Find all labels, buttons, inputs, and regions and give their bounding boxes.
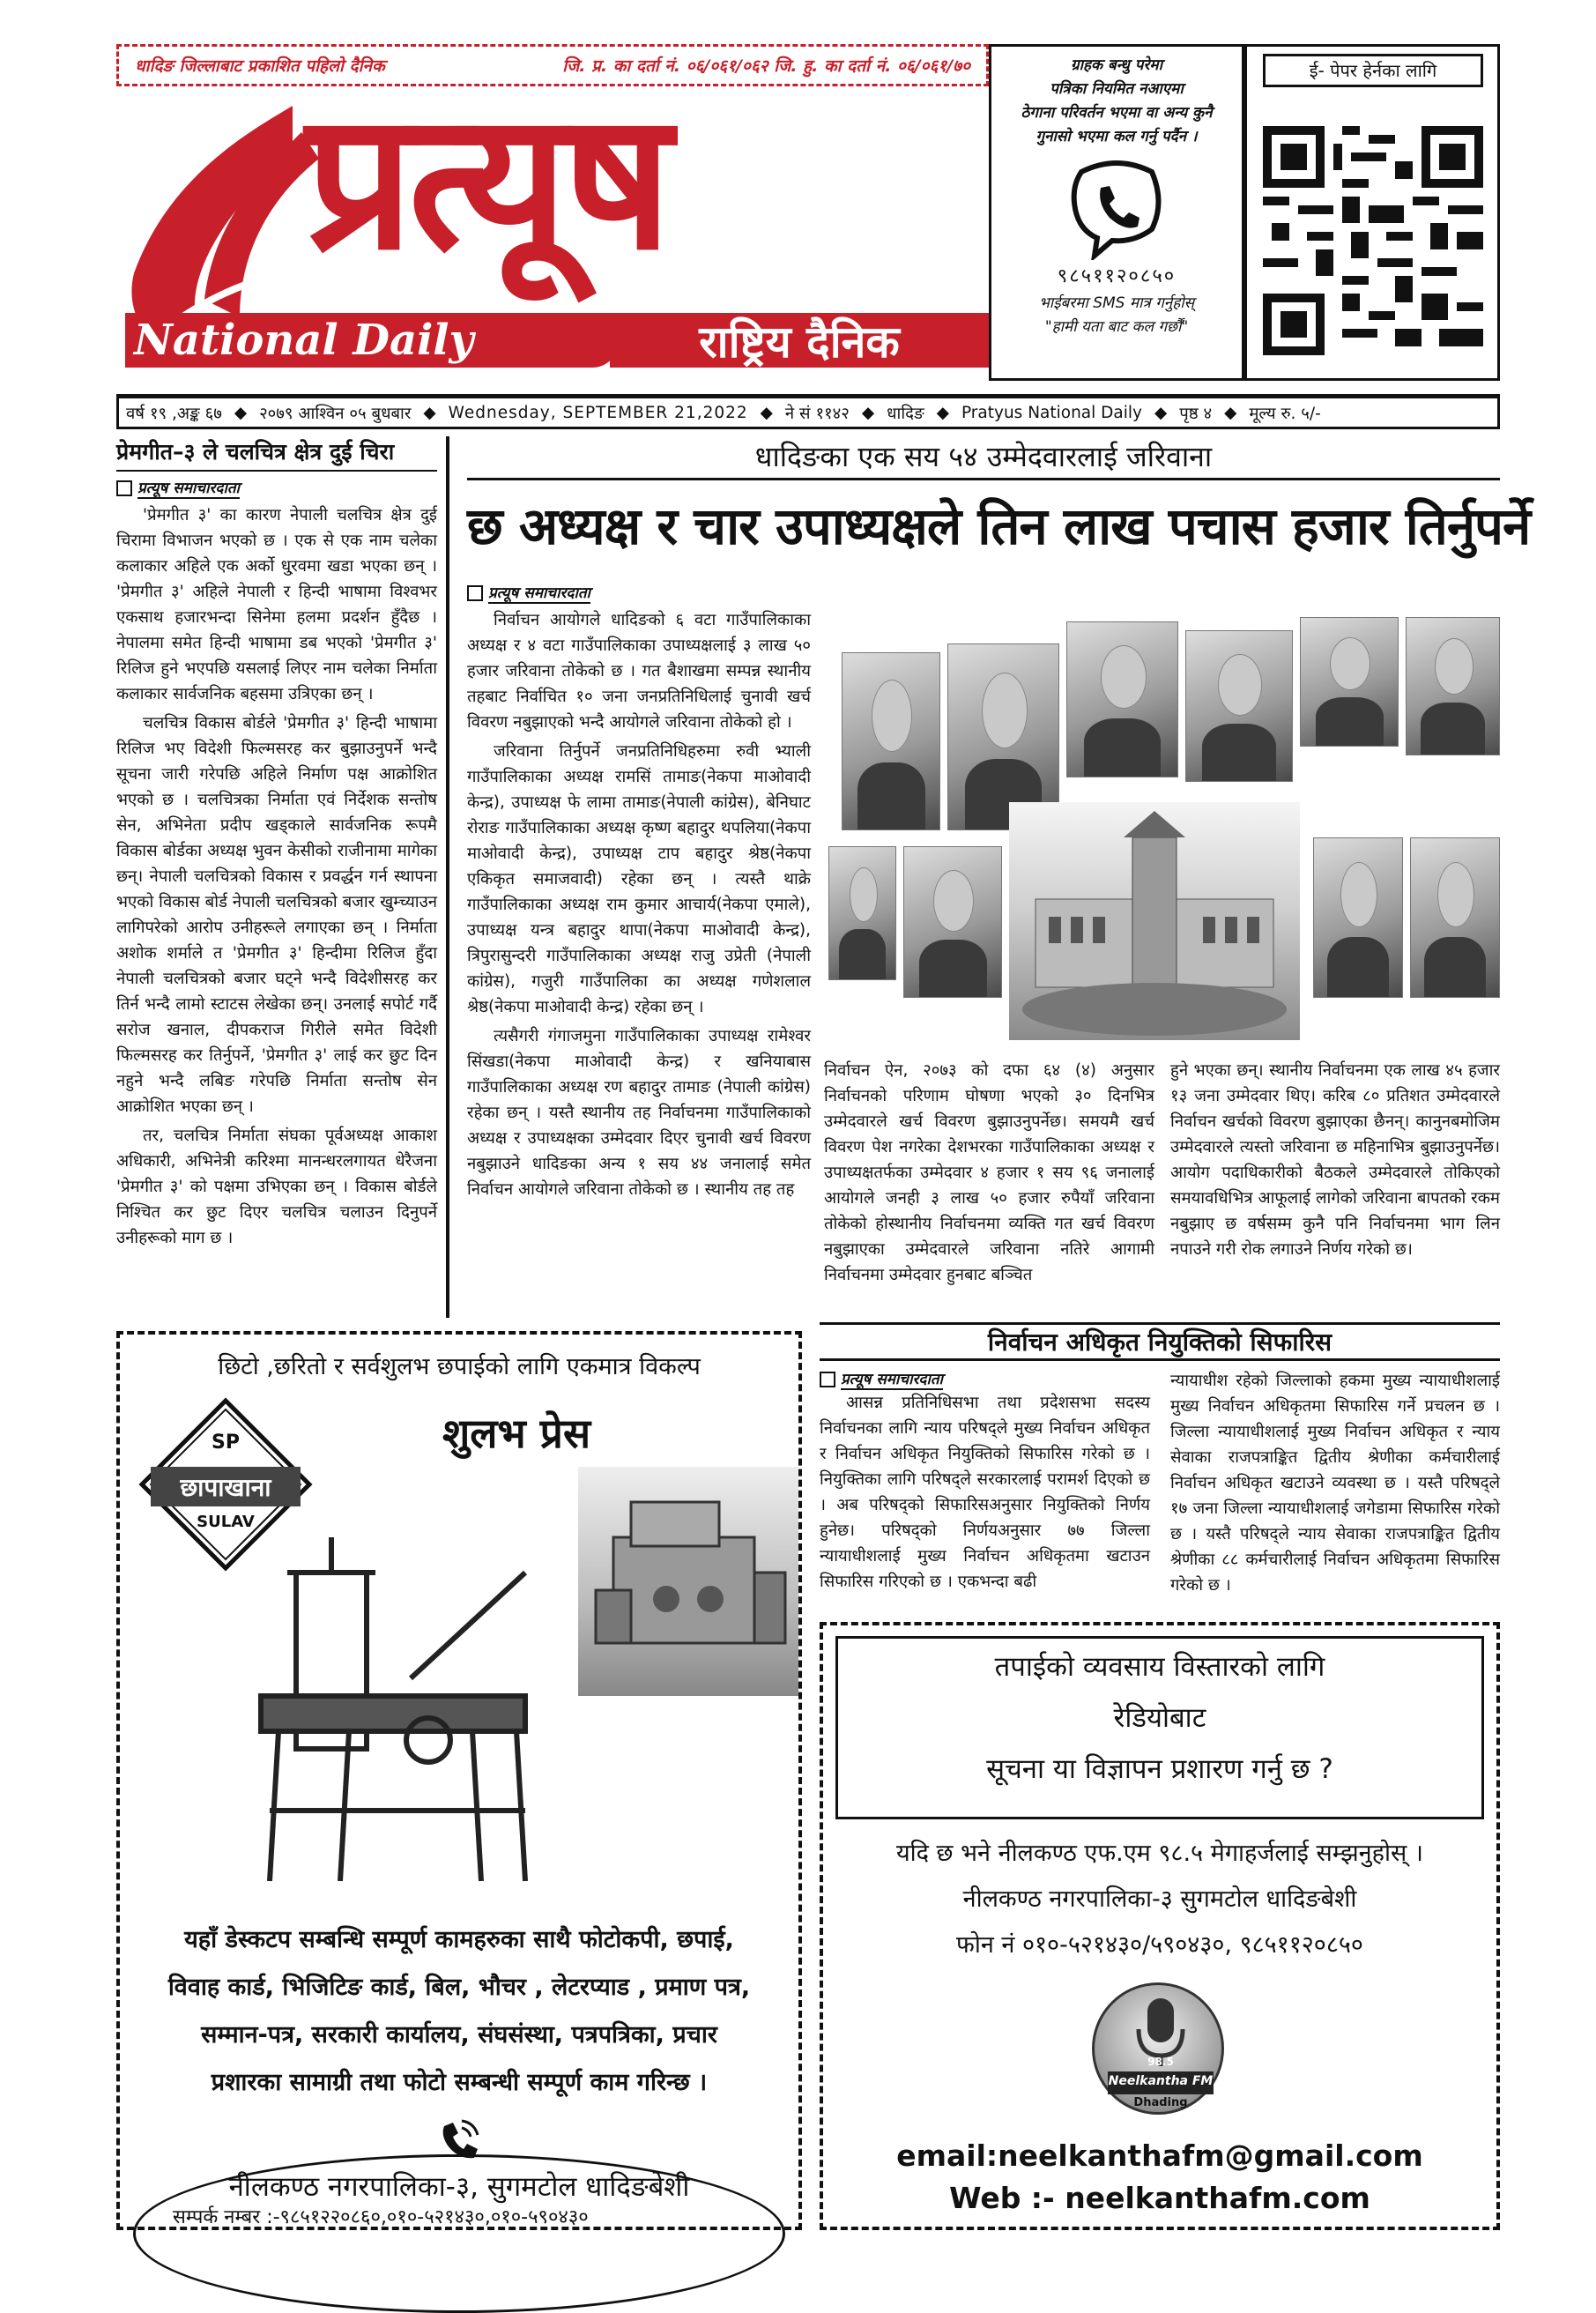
english-date: Wednesday, SEPTEMBER 21,2022 (448, 403, 748, 422)
epaper-label: ई- पेपर हेर्नका लागि (1263, 54, 1483, 87)
first-daily-note: धादिङ जिल्लाबाट प्रकाशित पहिलो दैनिक (135, 56, 385, 76)
fm-q1: तपाईको व्यवसाय विस्तारको लागि (994, 1651, 1325, 1683)
page-count: पृष्ठ ४ (1179, 404, 1213, 423)
fm-line3: फोन नं ०१०-५२१४३०/५९०४३०, ९८५११२०८५० (956, 1931, 1363, 1959)
registration-note: जि. प्र. का दर्ता नं. ०६/०६१/०६२ जि. हु. का दर्ता नं. ०६/०६१/७० (562, 56, 970, 76)
viber-note: भाईबरमा SMS मात्र गर्नुहोस् (1038, 294, 1195, 312)
logo-title: प्रत्यूष (306, 69, 667, 292)
place: धादिङ (887, 404, 924, 423)
officer-headline: निर्वाचन अधिकृत नियुक्तिको सिफारिस (820, 1322, 1500, 1361)
logo-sub-band (610, 313, 989, 368)
fm-logo (1092, 1982, 1224, 2115)
candidate-photo (1185, 630, 1293, 782)
notice-text: ग्राहक बन्धु परेमा पत्रिका नियमित नआएमा ठेगाना परिवर्तन भएमा वा अन्य कुनै गुनासो भएमा कल गर्नु पर्दैन । (1021, 56, 1213, 145)
candidate-photo (1406, 617, 1500, 755)
press-services: यहाँ डेस्कटप सम्बन्धि सम्पूर्ण कामहरुका साथै फोटोकपी, छपाई, विवाह कार्ड, भिजिटिङ कार्ड, बिल, भौचर , लेटरप्याड , प्रमाण पत्र, सम्मान-पत्र, सरकारी कार्यालय, संघसंस्था, पत्रपत्रिका, प्रचार प्रशारका सामाग्री तथा फोटो सम्बन्धी सम्पूर्ण काम गरिन्छ । (167, 1926, 751, 2096)
press-ad (116, 1331, 802, 2230)
officer-col1: प्रत्यूष समाचारदाता आसन्न प्रतिनिधिसभा तथा प्रदेशसभा सदस्य निर्वाचनका लागि न्याय परिषद्ले मुख्य निर्वाचन अधिकृत र निर्वाचन अधिकृत नियुक्तिको सिफारिस गरेको छ । नियुक्तिका लागि परिषद्ले सरकारलाई परामर्श दिएको छ । अब परिषद्को सिफारिसअनुसार नियुक्तिको निर्णय हुनेछ। परिषद्को निर्णयअनुसार ७७ जिल्ला न्यायाधीशलाई मुख्य निर्वाचन अधिकृतमा खटाउन सिफारिस गरिएको छ । एकभन्दा बढी (820, 1368, 1150, 1615)
epaper-box (1244, 44, 1500, 381)
main-col3: हुने भएका छन्। स्थानीय निर्वाचनमा एक लाख ४५ हजार १३ जना उम्मेदवार थिए। करिब ८० प्रतिशत उम्मेदवारले निर्वाचन खर्चको विवरण बुझाएका छैनन्। कानुनबमोजिम उम्मेदवारले त्यस्तो जरिवाना छ महिनाभित्र बुझाउनुपर्नेछ। आयोग पदाधिकारीको बैठकले उम्मेदवारले तोकिएको समयावधिभित्र आफूलाई लागेको जरिवाना बापतको रकम नबुझाए छ वर्षसम्म कुनै पनि निर्वाचनमा भाग लिन नपाउने गरी रोक लगाउने निर्णय गरेको छ। (1170, 1061, 1500, 1259)
main-byline: प्रत्यूष समाचारदाता (467, 582, 811, 604)
left-article (116, 436, 449, 1318)
fm-email[interactable]: email:neelkanthafm@gmail.com (896, 2138, 1423, 2173)
fm-line1: यदि छ भने नीलकण्ठ एफ.एम ९८.५ मेगाहर्जलाई सम्झनुहोस् । (895, 1840, 1424, 1867)
main-col2: निर्वाचन ऐन, २०७३ को दफा ६४ (४) अनुसार निर्वाचनको परिणाम घोषणा भएको ३० दिनभित्र उम्मेदवारले खर्च विवरण बुझाउनुपर्नेछ। समयमै खर्च विवरण पेश नगरेका देशभरका गाउँपालिकाका अध्यक्ष र उपाध्यक्षतर्फका उम्मेदवार ४ हजार १ सय ९६ जनालाई आयोगले जनही ३ लाख ५० हजार रुपैयाँ जरिवाना तोकेको होस्थानीय निर्वाचनमा व्यक्ति गत खर्च विवरण नबुझाएका उम्मेदवारले जरिवाना नतिरे आगामी निर्वाचनमा उम्मेदवार हुनबाट बञ्चित (824, 1061, 1154, 1284)
candidate-photo (1300, 617, 1399, 747)
hand-press-icon (234, 1520, 552, 1890)
info-bar: वर्ष १९ ,अङ्क ६७ ◆ २०७९ आश्विन ०५ बुधबार ◆ Wednesday, SEPTEMBER 21,2022 ◆ ने सं ११४२ ◆ धादिङ ◆ Pratyus National Daily ◆ पृष्ठ ४ ◆ मूल्य रु. ५/- (116, 394, 1500, 429)
candidate-photos (824, 608, 1500, 1049)
fm-web[interactable]: Web :- neelkanthafm.com (949, 2181, 1370, 2215)
press-name: शुलभ प्रेस (442, 1409, 591, 1457)
viber-number: ९८५११२०८५० (1057, 265, 1177, 287)
press-logo-sub: SULAV (197, 1513, 255, 1531)
logo-block (116, 69, 989, 375)
fm-question-box (835, 1636, 1484, 1819)
main-col1: प्रत्यूष समाचारदाता निर्वाचन आयोगले धादिङको ६ वटा गाउँपालिकाका अध्यक्ष र ४ वटा गाउँपालिकाका उपाध्यक्षलाई ३ लाख ५० हजार जरिवाना तोकेको छ । गत बैशाखमा सम्पन्न स्थानीय तहबाट निर्वाचित १० जना जनप्रतिनिधिलाई चुनावी खर्च विवरण नबुझाएको भन्दै आयोगले जरिवाना तोकेको हो । जरिवाना तिर्नुपर्ने जनप्रतिनिधिहरुमा रुवी भ्याली गाउँपालिकाका अध्यक्ष रामसिं तामाङ(नेकपा माओवादी केन्द्र), उपाध्यक्ष फे लामा तामाङ(नेपाली कांग्रेस), बेनिघाट रोराङ गाउँपालिकाका अध्यक्ष कृष्ण बहादुर थपलिया(नेकपा माओवादी केन्द्र), उपाध्यक्ष टाप बहादुर श्रेष्ठ(नेकपा एकिकृत समाजवादी) रहेका छन् । त्यस्तै थाक्रे गाउँपालिकाका अध्यक्ष राम कुमार आचार्य(नेकपा एमाले), उपाध्यक्ष यन्त्र बहादुर थापा(नेकपा माओवादी केन्द्र), त्रिपुरासुन्दरी गाउँपालिकाका अध्यक्ष राजु उप्रेती (नेपाली कांग्रेस), गजुरी गाउँपालिका का अध्यक्ष गणेशलाल श्रेष्ठ(नेकपा माओवादी केन्द्र) रहेका छन् । त्यसैगरी गंगाजमुना गाउँपालिकाका उपाध्यक्ष रामेश्वर सिंखडा(नेकपा माओवादी केन्द्र) र खनियाबास गाउँपालिकाका अध्यक्ष रण बहादुर तामाङ (नेपाली कांग्रेस) रहेका छन् । यस्तै स्थानीय तह निर्वाचनमा गाउँपालिकाको अध्यक्ष र उपाध्यक्षका उम्मेदवार दिएर चुनावी खर्च विवरण नबुझाउने धादिङका अन्य १ सय ४४ जनालाई समेत निर्वाचन आयोगले जरिवाना तोकेको छ । स्थानीय तह तह (467, 582, 811, 1322)
officer-byline: प्रत्यूष समाचारदाता (820, 1368, 1150, 1390)
byline-box-icon (116, 480, 132, 496)
qr-code-icon[interactable] (1263, 126, 1483, 355)
candidate-photo (1313, 837, 1403, 998)
byline-box-icon (467, 585, 483, 601)
candidate-photo (903, 846, 1002, 998)
candidate-photo (828, 846, 896, 980)
notice-box (989, 44, 1244, 381)
viber-phone-icon (1064, 154, 1169, 260)
fm-logo-name: Neelkantha FM (1108, 2074, 1214, 2088)
nepali-date: २०७९ आश्विन ०५ बुधबार (259, 404, 412, 423)
volume-issue: वर्ष १९ ,अङ्क ६७ (126, 404, 222, 423)
main-headline: छ अध्यक्ष र चार उपाध्यक्षले तिन लाख पचास हजार तिर्नुपर्ने (467, 496, 1531, 556)
fm-logo-place: Dhading (1133, 2096, 1188, 2109)
offset-press-photo (578, 1467, 798, 1696)
viber-quote: "हामी यता बाट कल गर्छौं" (1044, 318, 1189, 336)
fm-q3: सूचना या विज्ञापन प्रशारण गर्नु छ ? (986, 1753, 1333, 1785)
building-icon (1009, 802, 1300, 1040)
officer-col2: न्यायाधीश रहेको जिल्लाको हकमा मुख्य न्यायाधीशलाई मुख्य निर्वाचन अधिकृतमा सिफारिस गर्ने प्रचलन छ । जिल्ला न्यायाधीशलाई मुख्य निर्वाचन अधिकृत र न्याय सेवाका राजपत्राङ्कित द्वितीय श्रेणीका कर्मचारीलाई निर्वाचन अधिकृत खटाउने व्यवस्था छ । यस्तै परिषद्ले १७ जना जिल्ला न्यायाधीशलाई जगेडामा सिफारिस गरेको छ । यस्तै परिषद्ले न्याय सेवाका राजपत्राङ्कित द्वितीय श्रेणीका ८८ कर्मचारीलाई निर्वाचन अधिकृतमा सिफारिस गरेको छ । (1170, 1372, 1500, 1595)
fm-q2: रेडियोबाट (1113, 1702, 1206, 1734)
main-kicker: धादिङका एक सय ५४ उम्मेदवारलाई जरिवाना (467, 436, 1500, 480)
fm-logo-freq: 98.5 (1147, 2056, 1174, 2068)
press-tagline: छिटो ,छरितो र सर्वशुलभ छपाईको लागि एकमात्र विकल्प (218, 1353, 701, 1380)
building-photo (1009, 802, 1300, 1040)
left-headline: प्रेमगीत–३ ले चलचित्र क्षेत्र दुई चिरा (116, 436, 437, 472)
byline-box-icon (820, 1372, 835, 1387)
offset-press-icon (578, 1467, 798, 1696)
press-logo-top: SP (212, 1432, 240, 1454)
candidate-photo (1066, 621, 1178, 777)
left-byline: प्रत्यूष समाचारदाता (116, 477, 437, 499)
fm-line2: नीलकण्ठ नगरपालिका-३ सुगमटोल धादिङबेशी (962, 1885, 1357, 1913)
logo-english-band (125, 313, 619, 368)
press-address: नीलकण्ठ नगरपालिका-३, सुगमटोल धादिङबेशी (228, 2171, 690, 2203)
fm-ad (820, 1622, 1500, 2230)
paper-name: Pratyus National Daily (961, 403, 1142, 422)
price: मूल्य रु. ५/- (1249, 404, 1321, 423)
press-contact-number: सम्पर्क नम्बर :-९८५१२२०८६०,०१०-५२१४३०,०१०-५९०४३० (173, 2206, 589, 2228)
press-logo-main: छापाखाना (180, 1473, 271, 1502)
left-article-body: 'प्रेमगीत ३' का कारण नेपाली चलचित्र क्षेत्र दुई चिरामा विभाजन भएको छ । एक से एक नाम चलेका कलाकार अहिले एक अर्को धु्रवमा खडा भएका छन् । 'प्रेमगीत ३' अहिले नेपाली र हिन्दी भाषामा विश्वभर एकसाथ हजारभन्दा सिनेमा हलमा प्रदर्शन हुँदैछ । नेपालमा समेत हिन्दी भाषामा डब भएको 'प्रेमगीत ३' रिलिज हुने भएपछि यसलाई लिएर नाम चलेका निर्माता कलाकार सार्वजनिक बहसमा उत्रिएका छन् । चलचित्र विकास बोर्डले 'प्रेमगीत ३' हिन्दी भाषामा रिलिज भए विदेशी फिल्मसरह कर बुझाउनुपर्ने भन्दै सूचना जारी गरेपछि अहिले निर्माण पक्ष आक्रोशित भएको छ । चलचित्रका निर्माता एवं निर्देशक सन्तोष सेन, अभिनेता प्रदीप खड्काले सार्वजनिक रूपमै विकास बोर्डका अध्यक्ष भुवन केसीको राजीनामा मागेका छन्। नेपाली चलचित्रको विकास र प्रवर्द्धन गर्न स्थापना भएको विकास बोर्ड नेपाली चलचित्रको बजार खुम्च्याउन लागिपरेको आरोप उनीहरूले लगाएका छन् । निर्माता अशोक शर्माले त 'प्रेमगीत ३' हिन्दीमा रिलिज हुँदा नेपाली चलचित्रको बजार घट्ने भन्दै विदेशीसरह कर तिर्न भन्दै लामो स्टाटस लेखेका छन्। उनलाई सपोर्ट गर्दै सरोज खनाल, दीपकराज गिरीले समेत विदेशी फिल्मसरह कर तिर्नुपर्ने, 'प्रेमगीत ३' लाई कर छुट दिन नहुने भन्दै लबिङ गरेपछि निर्माता सन्तोष सेन आक्रोशित भएका छन् । तर, चलचित्र निर्माता संघका पूर्वअध्यक्ष आकाश अधिकारी, अभिनेत्री करिश्मा मानन्धरलगायत धेरैजना 'प्रेमगीत ३' को पक्षमा उभिएका छन् । विकास बोर्डले निश्चित कर छुट दिएर चलचित्र चलाउन दिनुपर्ने उनीहरूको माग छ । (116, 506, 437, 1247)
nepal-sambat: ने सं ११४२ (784, 404, 850, 423)
candidate-photo (1410, 837, 1500, 998)
logo-english: National Daily (134, 316, 474, 365)
logo-sub: राष्ट्रिय दैनिक (699, 316, 900, 368)
candidate-photo (842, 652, 940, 830)
